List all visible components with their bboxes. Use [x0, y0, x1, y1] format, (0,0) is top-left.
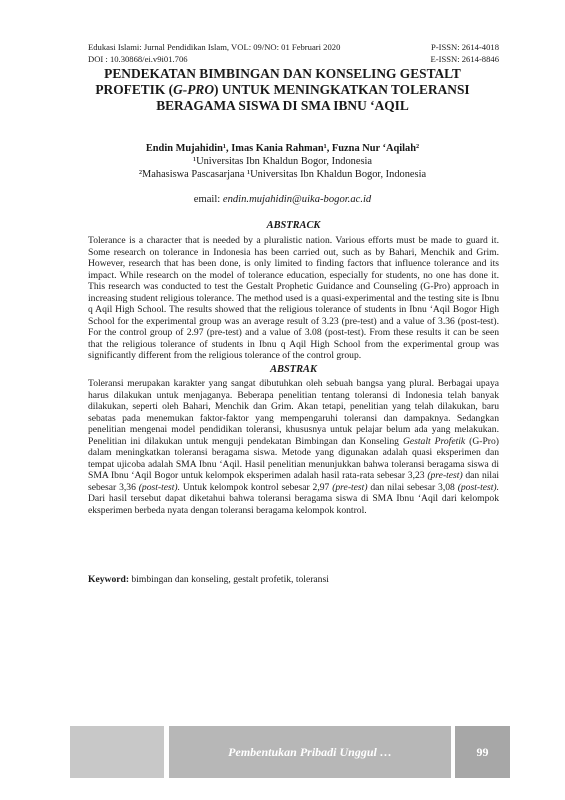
- author-names: Endin Mujahidin¹, Imas Kania Rahman¹, Fuzna Nur ‘Aqilah²: [145, 143, 420, 154]
- abstract-id-text: Toleransi merupakan karakter yang sangat dibutuhkan oleh sebuah bangsa yang plural. Berbagai upaya harus dilakukan untuk menjaganya. Beberapa penelitian tentang toleransi di Indonesia telah banyak dilakukan, seperti oleh Bahari, Menchik dan Grim. Akan tetapi, penelitian yang telah dilakukan, baru sebatas pada menemukan faktor-faktor yang mempengaruhi toleransi dan dampaknya. Sedangkan penelitian mengenai model pendidikan toleransi, khususnya untuk pelajar belum ada yang melakukan. Penelitian ini dilakukan untuk menguji pendekatan Bimbingan dan Konseling Gestalt Profetik (G-Pro) dalam meningkatkan toleransi beragama siswa. Metode yang digunakan adalah quasi eksperimen dan tempat ujicoba adalah SMA Ibnu ‘Aqil. Hasil penelitian menunjukkan bahwa toleransi beragama siswa di SMA Ibnu ‘Aqil Bogor untuk kelompok eksperimen adalah hasil rata-rata sebesar 3,23 (pre-test) dan nilai sebesar 3,36 (post-test). Untuk kelompok kontrol sebesar 2,97 (pre-test) dan nilai sebesar 3,08 (post-test). Dari hasil tersebut dapat diketahui bahwa toleransi beragama siswa di SMA Ibnu ‘Aqil dari kelompok eksperimen berbeda nyata dengan toleransi beragama kelompok kontrol.: [88, 378, 500, 516]
- doi: DOI : 10.30868/ei.v9i01.706: [88, 54, 188, 64]
- eissn: E-ISSN: 2614-8846: [430, 54, 499, 64]
- abstract-en-text: Tolerance is a character that is needed by a pluralistic nation. Various efforts must be made to guard it. Some research on tolerance in Indonesia has been carried out, such as by Bahari, Menchik and Grim. However, research that has been done, is only limited to finding factors that influence tolerance and its impact. While research on the model of tolerance education, especially for students, no one has done it. This research was conducted to test the Gestalt Prophetic Guidance and Counseling (G-Pro) approach in increasing student religious tolerance. The method used is a quasi-experimental and the testing site is Ibnu q Aqil High School. The results showed that the religious tolerance of students in Ibnu ‘Aqil Bogor High School for the experimental group was an average result of 3.23 (pre-test) and a value of 3.36 (post-test). For the control group of 2.97 (pre-test) and a value of 3.08 (post-test). From these results it can be seen that the religious tolerance of students in Ibnu q Aqil High School from the experimental group was significantly different from the religious tolerance of the control group.: [88, 235, 499, 361]
- email-label: email:: [193, 194, 223, 205]
- abstract-en-heading: ABSTRACK: [266, 220, 321, 231]
- author-block: [40, 142, 525, 181]
- abstract-id-heading: ABSTRAK: [270, 364, 317, 375]
- journal-info: Edukasi Islami: Jurnal Pendidikan Islam, VOL: 09/NO: 01 Februari 2020: [88, 42, 341, 52]
- title-line-1: PENDEKATAN BIMBINGAN DAN KONSELING GESTALT: [104, 66, 461, 81]
- email-line: [40, 194, 525, 205]
- footer-left-block: [70, 726, 164, 778]
- page-footer: [70, 726, 510, 778]
- keywords-line: [88, 574, 499, 586]
- email-address[interactable]: endin.mujahidin@uika-bogor.ac.id: [222, 194, 372, 205]
- title-line-2: PROFETIK (G-PRO) UNTUK MENINGKATKAN TOLERANSI: [95, 82, 470, 97]
- affiliation-2: ²Mahasiswa Pascasarjana ¹Universitas Ibn Khaldun Bogor, Indonesia: [138, 169, 427, 180]
- keywords-label: Keyword:: [88, 574, 130, 585]
- keywords-text: bimbingan dan konseling, gestalt profetik, toleransi: [129, 574, 329, 585]
- paper-title: [60, 66, 505, 114]
- pissn: P-ISSN: 2614-4018: [430, 42, 499, 52]
- title-line-3: BERAGAMA SISWA DI SMA IBNU ‘AQIL: [156, 98, 409, 113]
- footer-tagline: Pembentukan Pribadi Unggul …: [169, 726, 451, 778]
- running-header: [88, 41, 499, 65]
- page-number: 99: [455, 726, 510, 778]
- affiliation-1: ¹Universitas Ibn Khaldun Bogor, Indonesia: [192, 156, 373, 167]
